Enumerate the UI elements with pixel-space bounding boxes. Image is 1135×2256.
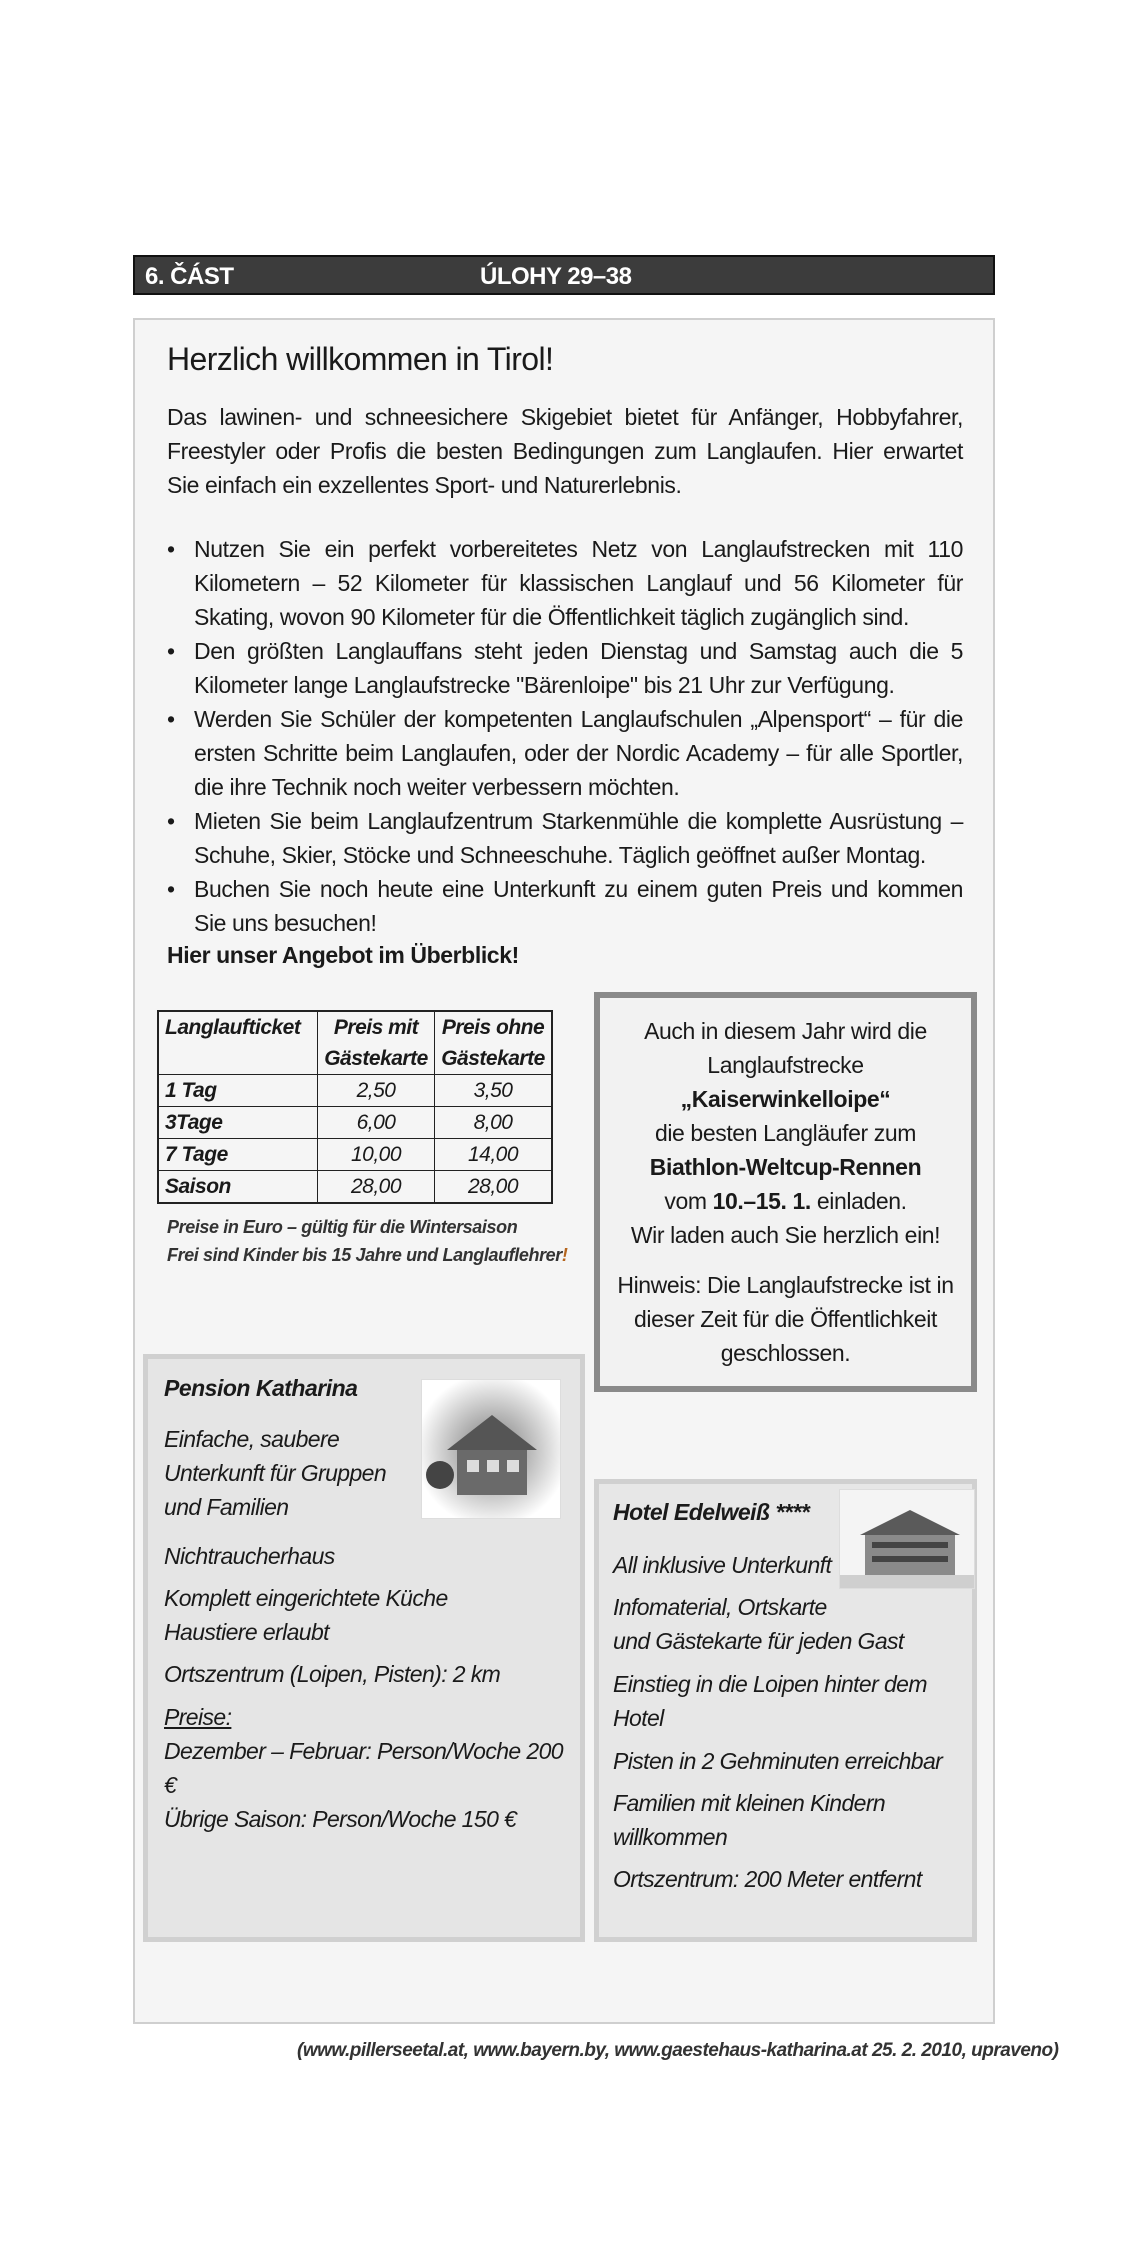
table-cell: 2,50 (318, 1075, 435, 1107)
table-cell: 3Tage (158, 1107, 318, 1139)
page-title: Herzlich willkommen in Tirol! (167, 341, 554, 377)
list-item: • Werden Sie Schüler der kompetenten Langlaufschulen „Alpensport“ – für die ersten Schritte beim Langlaufen, oder der Nordic Academy – für alle Sportler, die ihre Technik noch weiter verbessern möchten. (167, 706, 963, 800)
event-trail-name: „Kaiserwinkelloipe“ (680, 1086, 891, 1112)
tasks-label: ÚLOHY 29–38 (480, 263, 632, 290)
offer-heading: Hier unser Angebot im Überblick! (167, 942, 519, 968)
column-header: Preis mit Gästekarte (318, 1011, 435, 1075)
hotel-photo (839, 1489, 975, 1589)
table-cell: 3,50 (435, 1075, 553, 1107)
hotel-edelweiss-box: Hotel Edelweiß **** All inklusive Unterkunft Infomaterial, Ortskarte und Gästekarte für jeden Gast Einstieg in die Loipen hinter dem Hotel Pisten in 2 Gehminuten erreichbar Familien mit kleinen Kindern willkommen Ortszentrum: 200 Meter entfernt (594, 1479, 977, 1942)
table-row (158, 1171, 552, 1204)
part-label: 6. ČÁST (145, 263, 234, 290)
event-dates: 10.–15. 1. (712, 1188, 811, 1214)
pension-katharina-box: Pension Katharina Einfache, saubere Unterkunft für Gruppen und Familien Nichtraucherhaus Komplett eingerichtete Küche Haustiere erlaubt Ortszentrum (Loipen, Pisten): 2 km Preise: Dezember – Februar: Person/Woche 200 € Übrige Saison: Person/Woche 150 € (143, 1354, 585, 1942)
table-cell: 7 Tage (158, 1139, 318, 1171)
pension-photo (421, 1379, 561, 1519)
ticket-price-table (157, 1010, 553, 1204)
feature-list (167, 532, 963, 940)
event-box: Auch in diesem Jahr wird die Langlaufstrecke „Kaiserwinkelloipe“ die besten Langläufer zum Biathlon-Weltcup-Rennen vom 10.–15. 1. einladen. Wir laden auch Sie herzlich ein! Hinweis: Die Langlaufstrecke ist in dieser Zeit für die Öffentlichkeit geschlossen. (594, 992, 977, 1392)
table-cell: 8,00 (435, 1107, 553, 1139)
table-row (158, 1139, 552, 1171)
ticket-note: Preise in Euro – gültig für die Wintersaison Frei sind Kinder bis 15 Jahre und Langlauflehrer! (167, 1217, 568, 1265)
prices-label: Preise: (164, 1704, 232, 1730)
event-title: Biathlon-Weltcup-Rennen (649, 1154, 922, 1180)
list-item: • Den größten Langlauffans steht jeden Dienstag und Samstag auch die 5 Kilometer lange Langlaufstrecke "Bärenloipe" bis 21 Uhr zur Verfügung. (167, 638, 963, 698)
pension-name: Pension Katharina (164, 1375, 358, 1401)
table-header-row (158, 1011, 552, 1075)
list-item: • Nutzen Sie ein perfekt vorbereitetes Netz von Langlaufstrecken mit 110 Kilometern – 52 Kilometer für klassischen Langlauf und 56 Kilometer für Skating, wovon 90 Kilometer für die Öffentlichkeit täglich zugänglich sind. (167, 536, 963, 630)
table-cell: 6,00 (318, 1107, 435, 1139)
table-cell: 1 Tag (158, 1075, 318, 1107)
source-citation: (www.pillerseetal.at, www.bayern.by, www.gaestehaus-katharina.at 25. 2. 2010, upraveno) (297, 2040, 1059, 2061)
list-item: • Mieten Sie beim Langlaufzentrum Starkenmühle die komplette Ausrüstung – Schuhe, Skier, Stöcke und Schneeschuhe. Täglich geöffnet außer Montag. (167, 808, 963, 868)
table-cell: 14,00 (435, 1139, 553, 1171)
table-cell: 28,00 (318, 1171, 435, 1204)
list-item: • Buchen Sie noch heute eine Unterkunft zu einem guten Preis und kommen Sie uns besuchen! (167, 876, 963, 936)
column-header: Preis ohne Gästekarte (435, 1011, 553, 1075)
table-cell: 28,00 (435, 1171, 553, 1204)
table-row (158, 1107, 552, 1139)
intro-paragraph: Das lawinen- und schneesichere Skigebiet bietet für Anfänger, Hobbyfahrer, Freestyler oder Profis die besten Bedingungen zum Langlaufen. Hier erwartet Sie einfach ein exzellentes Sport- und Naturerlebnis. (167, 404, 963, 498)
table-cell: Saison (158, 1171, 318, 1204)
section-header (133, 255, 995, 295)
table-cell: 10,00 (318, 1139, 435, 1171)
table-row (158, 1075, 552, 1107)
column-header: Langlaufticket (158, 1011, 318, 1075)
hotel-name: Hotel Edelweiß **** (613, 1499, 810, 1525)
